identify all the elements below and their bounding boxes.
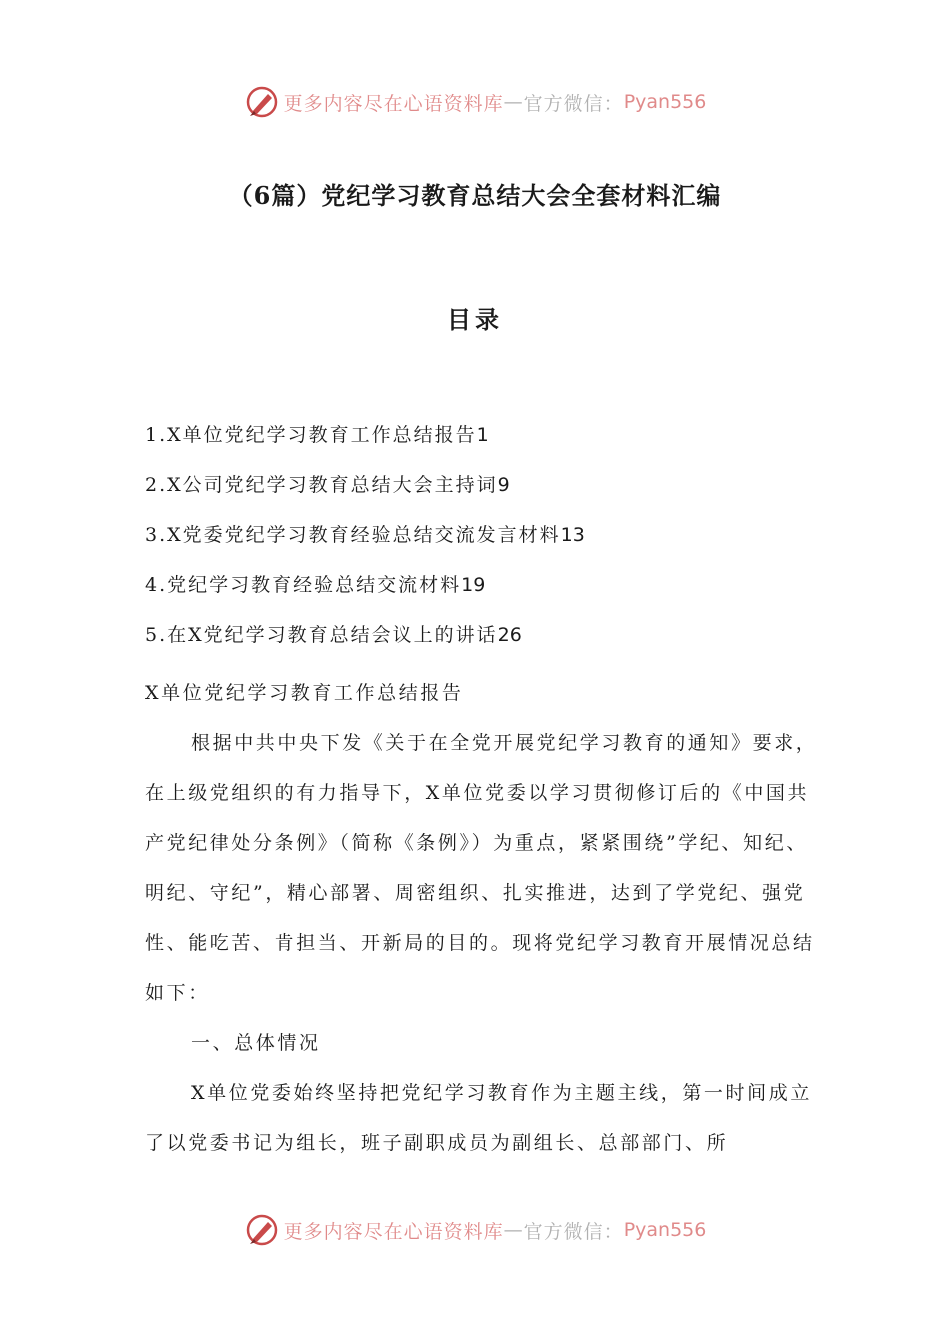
section-heading: 一、总体情况: [191, 1032, 321, 1054]
toc-item-text: 1.X单位党纪学习教育工作总结报告: [145, 424, 477, 446]
watermark-handle: Pyan556: [623, 1219, 707, 1241]
table-of-contents: [145, 418, 825, 668]
toc-item-page: 13: [560, 524, 585, 546]
watermark-separator: —: [503, 91, 524, 113]
watermark-text: 更多内容尽在心语资料库: [283, 1220, 504, 1243]
watermark-separator: —: [503, 1219, 524, 1241]
toc-item-page: 26: [497, 624, 522, 646]
toc-item-text: 3.X党委党纪学习教育经验总结交流发言材料: [145, 524, 561, 546]
pen-circle-logo-icon: [244, 84, 280, 120]
body-paragraph: 根据中共中央下发《关于在全党开展党纪学习教育的通知》要求，在上级党组织的有力指导下，X单位党委以学习贯彻修订后的《中国共产党纪律处分条例》（简称《条例》）为重点，紧紧围绕”学纪、知纪、明纪、守纪”，精心部署、周密组织、扎实推进，达到了学党纪、强党性、能吃苦、肯担当、开新局的目的。现将党纪学习教育开展情况总结如下：: [145, 732, 818, 1004]
document-title: （6篇）党纪学习教育总结大会全套材料汇编: [228, 181, 722, 210]
document-body: [145, 668, 825, 1168]
watermark-wechat-label: 官方微信：: [523, 92, 624, 115]
toc-item-text: 5.在X党纪学习教育总结会议上的讲话: [145, 624, 498, 646]
section-title: X单位党纪学习教育工作总结报告: [145, 682, 464, 704]
toc-item-page: 1: [476, 424, 489, 446]
toc-heading: 目录: [447, 305, 503, 334]
toc-item[interactable]: [145, 418, 825, 468]
watermark-footer: [0, 1212, 950, 1248]
body-paragraph: X单位党委始终坚持把党纪学习教育作为主题主线，第一时间成立了以党委书记为组长，班子副职成员为副组长、总部部门、所: [145, 1082, 812, 1154]
toc-item-text: 2.X公司党纪学习教育总结大会主持词: [145, 474, 498, 496]
toc-item-page: 19: [461, 574, 486, 596]
toc-item[interactable]: [145, 468, 825, 518]
toc-item-text: 4.党纪学习教育经验总结交流材料: [145, 574, 462, 596]
toc-item[interactable]: [145, 568, 825, 618]
watermark-text: 更多内容尽在心语资料库: [283, 92, 504, 115]
toc-item-page: 9: [497, 474, 510, 496]
toc-item[interactable]: [145, 618, 825, 668]
watermark-handle: Pyan556: [623, 91, 707, 113]
watermark-wechat-label: 官方微信：: [523, 1220, 624, 1243]
toc-item[interactable]: [145, 518, 825, 568]
watermark-header: [0, 84, 950, 120]
pen-circle-logo-icon: [244, 1212, 280, 1248]
